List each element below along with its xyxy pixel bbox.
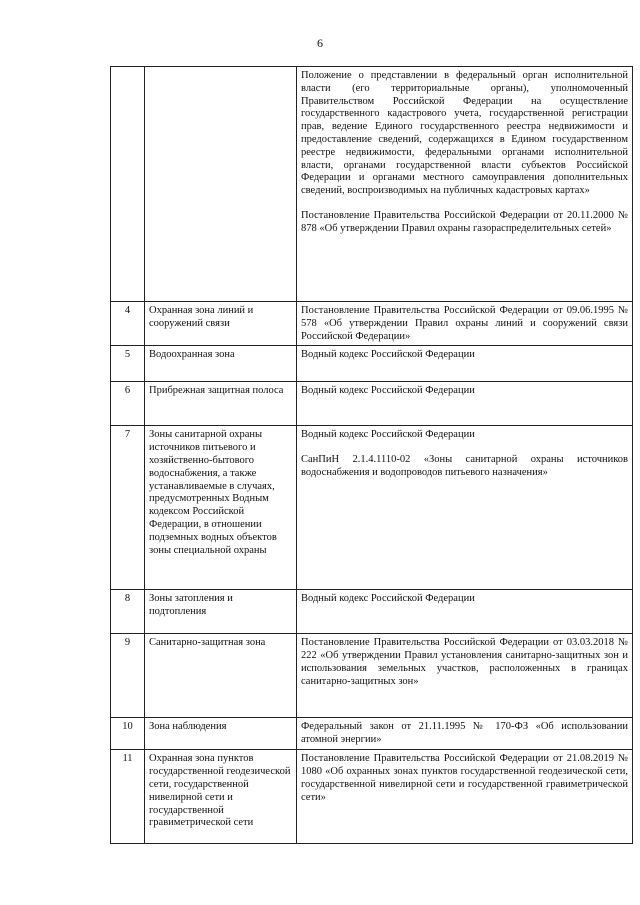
row-number: 11 — [111, 750, 145, 844]
row-number — [111, 67, 145, 302]
legal-acts — [297, 382, 633, 426]
legal-act: Постановление Правительства Российской Федерации от 09.06.1995 № 578 «Об утверждении Правил охраны линий и сооружений связи Российской Федерации» — [301, 305, 628, 342]
zone-name: Охранная зона линий и сооружений связи — [145, 302, 297, 346]
zone-name: Прибрежная защитная полоса — [145, 382, 297, 426]
legal-act: Водный кодекс Российской Федерации — [301, 385, 475, 397]
legal-acts — [297, 346, 633, 382]
legal-acts — [297, 590, 633, 634]
row-number: 4 — [111, 302, 145, 346]
legal-act: Постановление Правительства Российской Федерации от 03.03.2018 № 222 «Об утверждении Правил установления санитарно-защитных зон и использования земельных участков, расположенных в границах санитарно-защитных зон» — [301, 637, 628, 687]
legal-act: Положение о представлении в федеральный орган исполнительной власти (его территориальные органы), уполномоченный Правительством Российской Федерации на осуществление государственного кадастрового учета, государственной регистрации прав, ведение Единого государственного реестра недвижимости и предоставление сведений, содержащихся в Едином государственном реестре недвижимости, федеральными органами исполнительной власти, органами государственной власти субъектов Российской Федерации и органами местного самоуправления дополнительных сведений, воспроизводимых на публичных кадастровых картах» — [301, 70, 628, 197]
legal-acts — [297, 750, 633, 844]
legal-act: Водный кодекс Российской Федерации — [301, 429, 475, 441]
table-row — [111, 750, 633, 844]
row-number: 8 — [111, 590, 145, 634]
legal-acts — [297, 426, 633, 590]
zone-name: Санитарно-защитная зона — [145, 634, 297, 718]
legal-acts — [297, 634, 633, 718]
zone-name: Зоны затопления и подтопления — [145, 590, 297, 634]
legal-acts — [297, 302, 633, 346]
row-number: 6 — [111, 382, 145, 426]
row-number: 9 — [111, 634, 145, 718]
table-row — [111, 718, 633, 750]
table-row — [111, 382, 633, 426]
table-row — [111, 346, 633, 382]
legal-act: СанПиН 2.1.4.1110-02 «Зоны санитарной охраны источников водоснабжения и водопроводов питьевого назначения» — [301, 454, 628, 478]
zone-name: Охранная зона пунктов государственной геодезической сети, государственной нивелирной сети и государственной гравиметрической сети — [145, 750, 297, 844]
zones-table — [110, 66, 633, 844]
zone-name: Зоны санитарной охраны источников питьевого и хозяйственно-бытового водоснабжения, а также устанавливаемые в случаях, предусмотренных Водным кодексом Российской Федерации, в отношении подземных водных объектов зоны специальной охраны — [145, 426, 297, 590]
row-number: 5 — [111, 346, 145, 382]
legal-act: Водный кодекс Российской Федерации — [301, 349, 475, 361]
legal-act: Постановление Правительства Российской Федерации от 20.11.2000 № 878 «Об утверждении Правил охраны газораспределительных сетей» — [301, 209, 628, 234]
legal-act: Федеральный закон от 21.11.1995 № 170-ФЗ «Об использовании атомной энергии» — [301, 721, 628, 746]
legal-acts — [297, 718, 633, 750]
row-number: 10 — [111, 718, 145, 750]
zone-name: Зона наблюдения — [145, 718, 297, 750]
legal-act: Водный кодекс Российской Федерации — [301, 593, 475, 605]
table-row — [111, 67, 633, 302]
zone-name: Водоохранная зона — [145, 346, 297, 382]
table-row — [111, 634, 633, 718]
legal-act: Постановление Правительства Российской Федерации от 21.08.2019 № 1080 «Об охранных зонах пунктов государственной геодезической сети, государственной нивелирной сети и государственной гравиметрической сети» — [301, 753, 628, 803]
table-row — [111, 302, 633, 346]
table-row — [111, 426, 633, 590]
page-number: 6 — [317, 36, 323, 50]
table-row — [111, 590, 633, 634]
zone-name — [145, 67, 297, 302]
legal-acts — [297, 67, 633, 302]
row-number: 7 — [111, 426, 145, 590]
